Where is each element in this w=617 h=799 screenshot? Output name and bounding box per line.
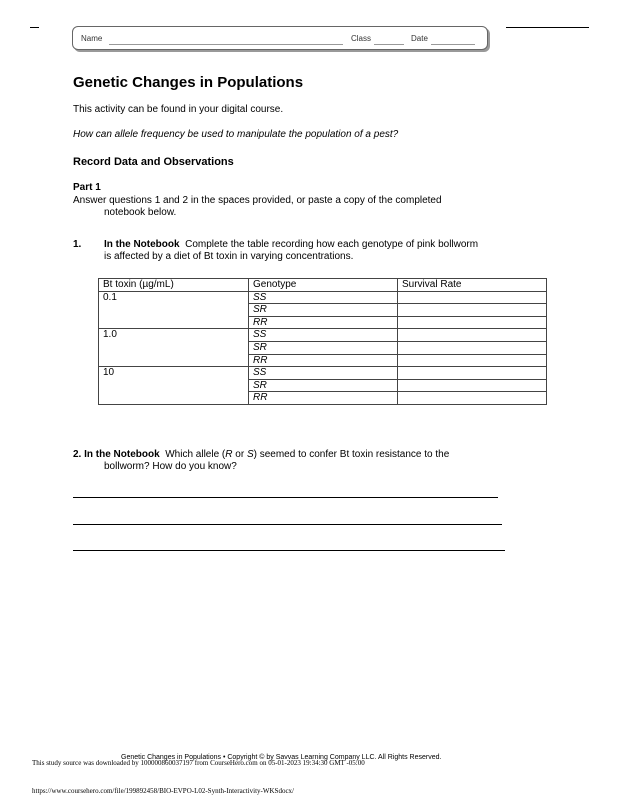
genotype-cell: SS [249, 367, 398, 380]
survival-rate-cell[interactable] [398, 329, 547, 342]
source-url-link[interactable]: https://www.coursehero.com/file/199892458/BIO-EVPO-L02-Synth-Interactivity-WKSdocx/ [32, 787, 294, 795]
genotype-cell: RR [249, 392, 398, 405]
part-instructions-line1: Answer questions 1 and 2 in the spaces provided, or paste a copy of the completed [73, 195, 442, 206]
q2-allele-r: R [225, 449, 233, 460]
survival-rate-cell[interactable] [398, 291, 547, 304]
table-row [99, 367, 547, 380]
q2-text-line2: bollworm? How do you know? [104, 461, 237, 472]
genotype-cell: SS [249, 329, 398, 342]
q2-line1 [73, 449, 449, 460]
intro-text: This activity can be found in your digital course. [73, 104, 284, 115]
name-class-date-box [72, 26, 488, 50]
date-label: Date [411, 34, 428, 43]
table-row [99, 291, 547, 304]
header-bt-toxin: Bt toxin (µg/mL) [99, 279, 249, 292]
survival-rate-cell[interactable] [398, 341, 547, 354]
survival-rate-cell[interactable] [398, 304, 547, 317]
section-heading: Record Data and Observations [73, 156, 234, 168]
table-row [99, 329, 547, 342]
top-right-rule [506, 27, 589, 28]
table-header-row [99, 279, 547, 292]
genotype-cell: RR [249, 354, 398, 367]
name-label: Name [81, 34, 103, 43]
q2-text-or: or [232, 449, 247, 460]
class-line [374, 44, 404, 45]
genotype-survival-table [98, 278, 547, 405]
genotype-cell: SR [249, 304, 398, 317]
genotype-cell: SS [249, 291, 398, 304]
survival-rate-cell[interactable] [398, 316, 547, 329]
header-genotype: Genotype [249, 279, 398, 292]
part-instructions-line2: notebook below. [104, 207, 177, 218]
survival-rate-cell[interactable] [398, 379, 547, 392]
q1-text-line2: is affected by a diet of Bt toxin in varying concentrations. [104, 251, 354, 262]
toxin-cell: 0.1 [99, 291, 249, 329]
copyright-footer: Genetic Changes in Populations • Copyright © by Savvas Learning Company LLC. All Rights Reserved. [121, 754, 442, 761]
answer-line-2[interactable] [73, 524, 502, 525]
header-survival-rate: Survival Rate [398, 279, 547, 292]
page-title: Genetic Changes in Populations [73, 74, 304, 91]
survival-rate-cell[interactable] [398, 392, 547, 405]
survival-rate-cell[interactable] [398, 367, 547, 380]
guiding-question: How can allele frequency be used to manipulate the population of a pest? [73, 129, 399, 140]
date-line [431, 44, 475, 45]
genotype-cell: RR [249, 316, 398, 329]
q1-text-line1: Complete the table recording how each genotype of pink bollworm [185, 239, 479, 250]
answer-line-3[interactable] [73, 550, 505, 551]
q2-allele-s: S [246, 449, 254, 460]
q1-lead: In the Notebook [104, 239, 180, 250]
survival-rate-cell[interactable] [398, 354, 547, 367]
source-notice: This study source was downloaded by 100000860037197 from CourseHero.com on 05-01-2023 19:34:30 GMT -05:00 [32, 759, 365, 767]
part-heading: Part 1 [73, 182, 101, 193]
name-line [109, 44, 343, 45]
q1-line1 [104, 239, 478, 250]
q2-lead: 2. In the Notebook [73, 449, 160, 460]
toxin-cell: 10 [99, 367, 249, 405]
toxin-cell: 1.0 [99, 329, 249, 367]
class-label: Class [351, 34, 372, 43]
genotype-cell: SR [249, 341, 398, 354]
answer-line-1[interactable] [73, 497, 498, 498]
top-left-rule [30, 27, 39, 28]
q2-text-b: ) seemed to confer Bt toxin resistance to the [253, 449, 450, 460]
q1-number: 1. [73, 239, 82, 250]
q2-text-a: Which allele ( [165, 449, 226, 460]
genotype-cell: SR [249, 379, 398, 392]
